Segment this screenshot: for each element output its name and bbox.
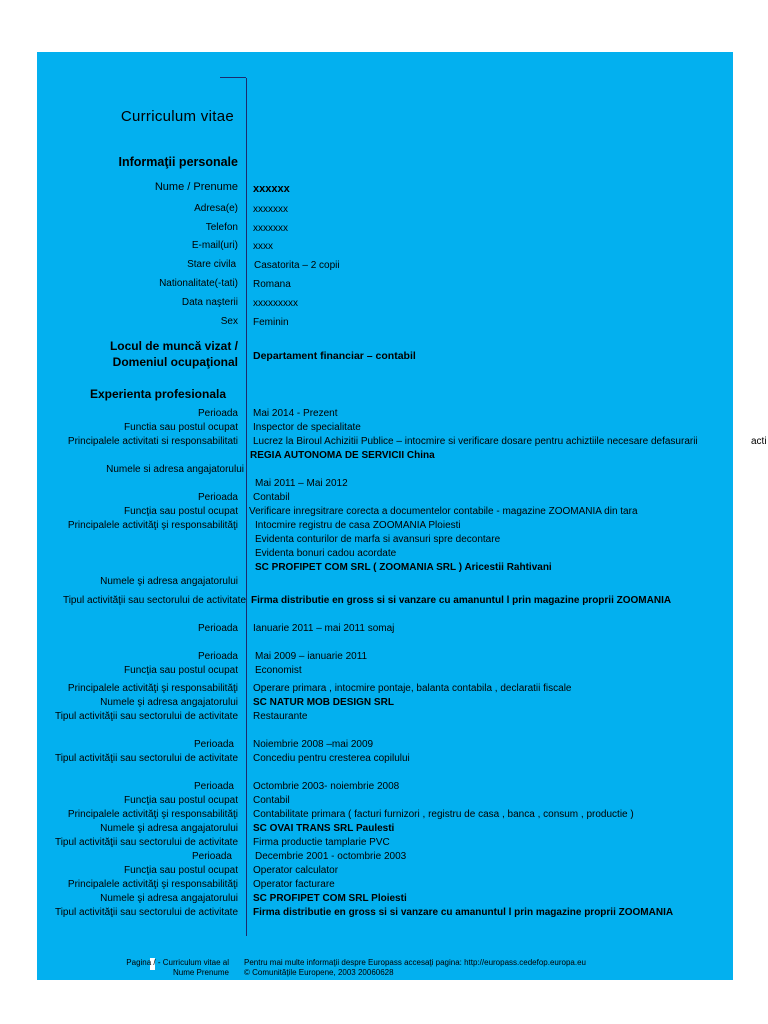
exp-value: Contabilitate primara ( facturi furnizori , registru de casa , banca , consum , productie ) (253, 809, 634, 820)
footer-right-1: Pentru mai multe informaţii despre Europass accesaţi pagina: http://europass.cedefop.europa.eu (244, 958, 586, 967)
value-sex: Feminin (253, 317, 289, 328)
exp-label: Numele şi adresa angajatorului (100, 697, 238, 708)
column-divider (246, 78, 247, 936)
exp-label: Principalele activitati si responsabilitati (67, 436, 238, 447)
exp-value: Economist (255, 665, 302, 676)
exp-label: Perioada (191, 851, 232, 862)
exp-label: Tipul activităţii sau sectorului de activitate (54, 711, 238, 722)
exp-value: Concediu pentru cresterea copilului (253, 753, 410, 764)
exp-label: Principalele activităţi şi responsabilităţi (67, 879, 238, 890)
header-divider (220, 77, 246, 78)
exp-value: Contabil (253, 795, 290, 806)
footer-left-1: Pagina / - Curriculum vitae al (126, 958, 229, 967)
exp-label: Funcţia sau postul ocupat (124, 865, 238, 876)
exp-value: Mai 2011 – Mai 2012 (255, 478, 348, 489)
overflow-text: acti (751, 436, 767, 447)
label-nationality: Nationalitate(-tati) (159, 278, 238, 289)
exp-value: Evidenta bonuri cadou acordate (255, 548, 397, 559)
exp-label: Functia sau postul ocupat (124, 422, 238, 433)
exp-value: REGIA AUTONOMA DE SERVICII China (250, 450, 435, 461)
target-value: Departament financiar – contabil (253, 350, 416, 362)
personal-info-heading: Informaţii personale (118, 155, 238, 169)
exp-value: Evidenta conturilor de marfa si avansuri spre decontare (255, 534, 501, 545)
label-marital: Stare civila (187, 259, 236, 270)
exp-value: SC OVAI TRANS SRL Paulesti (253, 823, 395, 834)
exp-value: Contabil (253, 492, 290, 503)
exp-value: Mai 2009 – ianuarie 2011 (255, 651, 368, 662)
label-name: Nume / Prenume (154, 181, 238, 193)
value-name: xxxxxx (253, 183, 290, 195)
label-birthdate: Data naşterii (181, 297, 238, 308)
target-label-1: Locul de muncă vizat / (109, 339, 238, 353)
exp-label: Numele şi adresa angajatorului (100, 823, 238, 834)
exp-label: Tipul activităţii sau sectorului de activitate (54, 753, 238, 764)
exp-value: Verificare inregsitrare corecta a documentelor contabile - magazine ZOOMANIA din tara (249, 506, 638, 517)
exp-value: Lucrez la Biroul Achizitii Publice – intocmire si verificare dosare pentru achiztiile necesare defasurarii (253, 436, 698, 447)
exp-label: Numele si adresa angajatorului (106, 464, 244, 475)
exp-value: Ianuarie 2011 – mai 2011 somaj (253, 623, 395, 634)
exp-label: Funcţia sau postul ocupat (124, 506, 238, 517)
exp-value: SC PROFIPET COM SRL Ploiesti (253, 893, 407, 904)
exp-value: SC PROFIPET COM SRL ( ZOOMANIA SRL ) Aricestii Rahtivani (255, 562, 552, 573)
value-address: xxxxxxx (253, 204, 288, 215)
value-birthdate: xxxxxxxxx (253, 298, 298, 309)
cv-title: Curriculum vitae (120, 108, 234, 125)
exp-label: Perioada (193, 781, 234, 792)
label-sex: Sex (220, 316, 238, 327)
exp-label: Tipul activităţii sau sectorului de activitate (54, 837, 238, 848)
exp-label: Perioada (197, 651, 238, 662)
value-phone: xxxxxxx (253, 223, 288, 234)
label-email: E-mail(uri) (191, 240, 238, 251)
exp-value: Restaurante (253, 711, 308, 722)
exp-label: Perioada (193, 739, 234, 750)
exp-label: Perioada (197, 408, 238, 419)
exp-value: Firma distributie en gross si si vanzare cu amanuntul l prin magazine proprii ZOOMANIA (253, 907, 674, 918)
exp-label: Funcţia sau postul ocupat (124, 795, 238, 806)
value-marital: Casatorita – 2 copii (254, 260, 340, 271)
exp-label: Perioada (197, 492, 238, 503)
exp-value: Mai 2014 - Prezent (253, 408, 338, 419)
exp-value: Operare primara , intocmire pontaje, balanta contabila , declaratii fiscale (253, 683, 572, 694)
exp-label: Funcţia sau postul ocupat (124, 665, 238, 676)
footer-left-2: Nume Prenume (172, 968, 229, 977)
exp-value: SC NATUR MOB DESIGN SRL (253, 697, 394, 708)
exp-label: Tipul activităţii sau sectorului de activitate (54, 907, 238, 918)
label-address: Adresa(e) (194, 203, 238, 214)
exp-label: Perioada (197, 623, 238, 634)
exp-value: Inspector de specialitate (253, 422, 361, 433)
exp-label: Principalele activităţi şi responsabilităţi (67, 683, 238, 694)
exp-value: Octombrie 2003- noiembrie 2008 (253, 781, 400, 792)
footer-right-2: © Comunităţile Europene, 2003 20060628 (244, 968, 394, 977)
exp-value: Noiembrie 2008 –mai 2009 (253, 739, 374, 750)
label-phone: Telefon (205, 222, 238, 233)
exp-value: Decembrie 2001 - octombrie 2003 (255, 851, 407, 862)
target-label-2: Domeniul ocupaţional (112, 355, 238, 369)
exp-label: Principalele activităţi şi responsabilităţi (67, 520, 238, 531)
exp-value: Firma distributie en gross si si vanzare cu amanuntul l prin magazine proprii ZOOMANIA (251, 595, 672, 606)
exp-label: Numele şi adresa angajatorului (100, 576, 238, 587)
value-email: xxxx (253, 241, 273, 252)
exp-label: Tipul activităţii sau sectorului de activitate (62, 595, 246, 606)
value-nationality: Romana (253, 279, 291, 290)
exp-value: Intocmire registru de casa ZOOMANIA Ploiesti (255, 520, 461, 531)
exp-label: Principalele activităţi şi responsabilităţi (67, 809, 238, 820)
exp-value: Operator facturare (253, 879, 335, 890)
exp-value: Operator calculator (253, 865, 339, 876)
exp-value: Firma productie tamplarie PVC (253, 837, 390, 848)
experience-heading: Experienta profesionala (89, 387, 226, 401)
exp-label: Numele şi adresa angajatorului (100, 893, 238, 904)
